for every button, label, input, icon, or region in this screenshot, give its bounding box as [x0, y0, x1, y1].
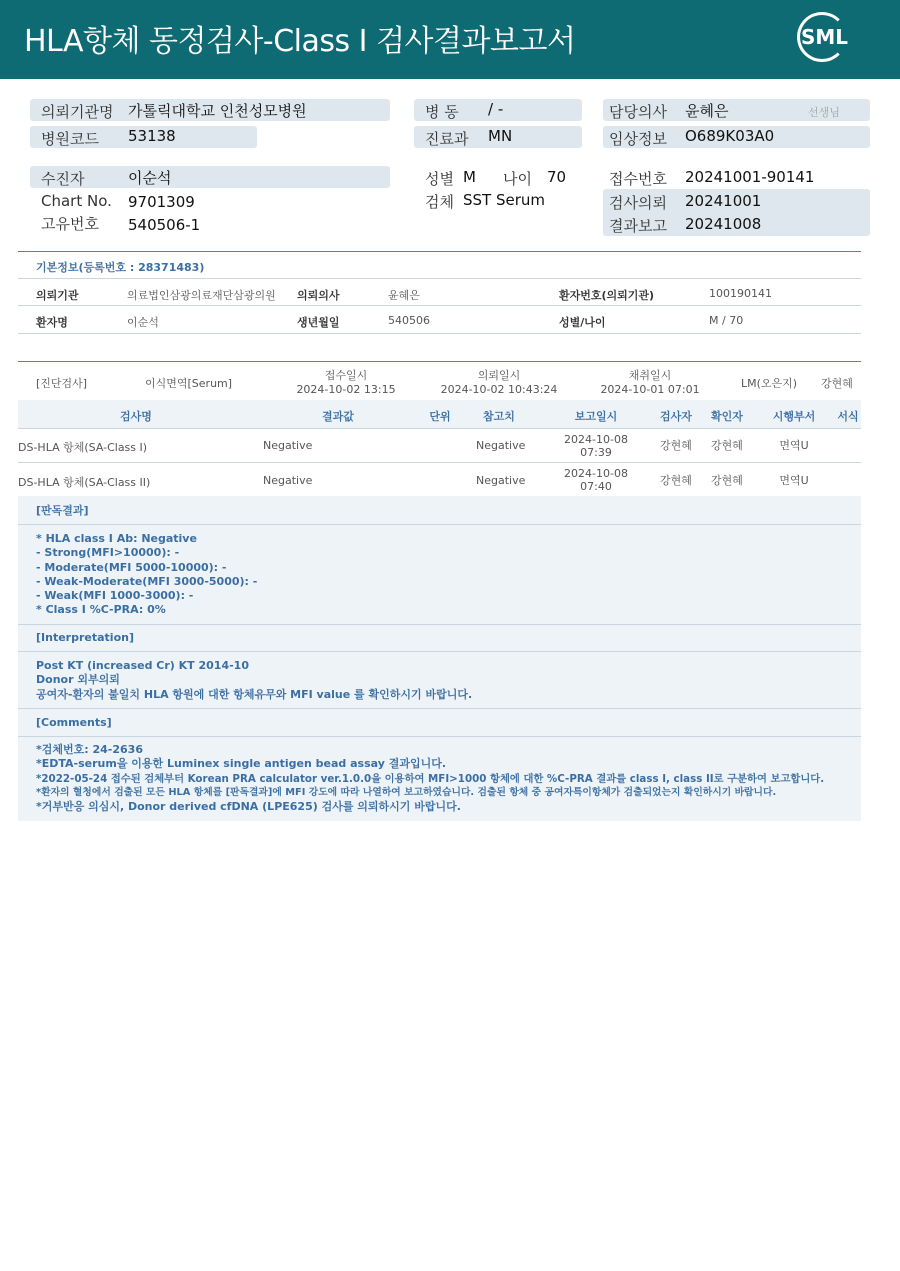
sex-value: M: [463, 168, 476, 186]
hospital-code-value: 53138: [128, 127, 176, 145]
row1-ref: Negative: [476, 439, 526, 452]
basic-v5: 540506: [388, 314, 430, 327]
report-header: [0, 0, 900, 79]
basic-section-title: 기본정보(등록번호 : 28371483): [36, 261, 205, 274]
basic-v4: 이순석: [127, 316, 159, 329]
judgement-line: * HLA class I Ab: Negative: [36, 532, 197, 545]
judgement-lines: [36, 532, 257, 618]
report-value: 20241008: [685, 215, 762, 233]
doctor-suffix: 선생님: [808, 106, 840, 119]
uid-value: 540506-1: [128, 216, 201, 234]
interpretation-lines: [36, 659, 472, 702]
doctor-label: 담당의사: [609, 103, 667, 121]
specimen-value: SST Serum: [463, 191, 546, 209]
row2-dept: 면역U: [779, 474, 809, 487]
basic-k1: 의뢰기관: [36, 289, 79, 302]
comment-line: *2022-05-24 접수된 검체부터 Korean PRA calculator ver.1.0.0을 이용하여 MFI>1000 항체에 대한 %C-PRA 결과를 class I, class II로 구분하여 보고합니다.: [36, 772, 825, 785]
test-top-line: [18, 361, 861, 362]
table-header-line: [18, 428, 861, 429]
panel-divider: [18, 651, 861, 652]
row2-checker: 강현혜: [711, 474, 743, 487]
ward-value: / -: [488, 100, 504, 118]
basic-k4: 환자명: [36, 316, 68, 329]
receipt-datetime: 2024-10-02 13:15: [296, 383, 396, 396]
basic-k2: 의뢰의사: [297, 289, 340, 302]
collect-datetime: 2024-10-01 07:01: [600, 383, 700, 396]
sml-logo: [797, 12, 853, 66]
panel-divider: [18, 736, 861, 737]
dept-label: 진료과: [425, 130, 469, 148]
lm-person: 강현혜: [821, 377, 853, 390]
basic-divider: [18, 278, 861, 279]
age-label: 나이: [503, 170, 532, 188]
clinical-value: O689K03A0: [685, 127, 775, 145]
col-dept: 시행부서: [772, 410, 816, 423]
comments-title: [Comments]: [36, 716, 112, 729]
basic-bottom-line: [18, 333, 861, 334]
col-unit: 단위: [429, 410, 451, 423]
row1-checker: 강현혜: [711, 439, 743, 452]
lm-label: LM(오은지): [741, 377, 798, 390]
hospital-code-label: 병원코드: [41, 130, 99, 148]
comment-line: *검체번호: 24-2636: [36, 743, 143, 756]
col-date: 보고일시: [574, 410, 618, 423]
comment-line: *거부반응 의심시, Donor derived cfDNA (LPE625) 검사를 의뢰하시기 바랍니다.: [36, 800, 461, 814]
row2-result: Negative: [263, 474, 313, 487]
col-result: 결과값: [322, 410, 354, 423]
table-row-line: [18, 462, 861, 463]
receipt-value: 20241001-90141: [685, 168, 815, 186]
diag-label: [진단검사]: [36, 377, 88, 390]
diag-value: 이식면역[Serum]: [145, 377, 233, 390]
row1-tester: 강현혜: [660, 439, 692, 452]
comments-lines: [36, 743, 824, 814]
row2-tester: 강현혜: [660, 474, 692, 487]
report-title: HLA항체 동정검사-Class Ⅰ 검사결과보고서: [24, 24, 576, 59]
logo-text: SML: [801, 25, 849, 49]
clinical-label: 임상정보: [609, 130, 667, 148]
sex-label: 성별: [425, 170, 454, 188]
doctor-value: 윤혜은: [685, 102, 729, 120]
request-label: 검사의뢰: [609, 194, 667, 212]
collect-title: 채취일시: [628, 369, 672, 382]
basic-k5: 생년월일: [297, 316, 340, 329]
basic-k6: 성별/나이: [559, 316, 606, 329]
request-value: 20241001: [685, 192, 762, 210]
report-label: 결과보고: [609, 217, 667, 235]
row2-ref: Negative: [476, 474, 526, 487]
judgement-line: * Class I %C-PRA: 0%: [36, 603, 166, 617]
row2-time: 07:40: [580, 480, 612, 493]
interpretation-line: 공여자-환자의 불일치 HLA 항원에 대한 항체유무와 MFI value 를 확인하시기 바랍니다.: [36, 687, 473, 701]
interpretation-title: [Interpretation]: [36, 631, 134, 644]
row2-date: 2024-10-08: [564, 467, 628, 480]
comment-line: *환자의 혈청에서 검출된 모든 HLA 항체를 [판독결과]에 MFI 강도에 따라 나열하여 보고하였습니다. 검출된 항체 중 공여자특이항체가 검출되었는지 확인하시기 바랍니다.: [36, 786, 777, 798]
row1-dept: 면역U: [779, 439, 809, 452]
judgement-line: - Moderate(MFI 5000-10000): -: [36, 560, 227, 574]
patient-value: 이순석: [128, 169, 172, 187]
basic-v2: 윤혜은: [388, 289, 420, 302]
row1-name: DS-HLA 항체(SA-Class I): [18, 441, 148, 454]
row1-time: 07:39: [580, 446, 612, 459]
row1-date: 2024-10-08: [564, 433, 628, 446]
age-value: 70: [547, 168, 567, 186]
panel-divider: [18, 708, 861, 709]
chart-label: Chart No.: [41, 192, 112, 210]
interpretation-line: Donor 외부의뢰: [36, 673, 120, 687]
comment-line: *EDTA-serum을 이용한 Luminex single antigen bead assay 결과입니다.: [36, 757, 447, 771]
basic-top-line: [18, 251, 861, 252]
ward-label: 병 동: [425, 103, 459, 121]
row2-name: DS-HLA 항체(SA-Class II): [18, 476, 151, 489]
interpretation-line: Post KT (increased Cr) KT 2014-10: [36, 659, 249, 672]
basic-v3: 100190141: [709, 287, 772, 300]
col-form: 서식: [837, 410, 859, 423]
basic-v6: M / 70: [709, 314, 744, 327]
request-datetime: 2024-10-02 10:43:24: [440, 383, 558, 396]
col-checker: 확인자: [711, 410, 743, 423]
dept-value: MN: [488, 127, 513, 145]
request-title: 의뢰일시: [477, 369, 521, 382]
patient-label: 수진자: [41, 170, 85, 188]
judgement-line: - Weak-Moderate(MFI 3000-5000): -: [36, 574, 258, 588]
institution-label: 의뢰기관명: [41, 103, 114, 121]
basic-v1: 의료법인삼광의료재단삼광의원: [127, 289, 276, 302]
col-ref: 참고치: [483, 410, 515, 423]
col-tester: 검사자: [660, 410, 692, 423]
receipt-label: 접수번호: [609, 170, 667, 188]
col-name: 검사명: [120, 410, 152, 423]
judgement-line: - Weak(MFI 1000-3000): -: [36, 589, 194, 603]
institution-value: 가톨릭대학교 인천성모병원: [128, 102, 307, 120]
chart-value: 9701309: [128, 193, 195, 211]
judgement-line: - Strong(MFI>10000): -: [36, 546, 180, 560]
panel-divider: [18, 524, 861, 525]
judgement-title: [판독결과]: [36, 504, 89, 517]
row1-result: Negative: [263, 439, 313, 452]
panel-divider: [18, 624, 861, 625]
basic-divider: [18, 305, 861, 306]
uid-label: 고유번호: [41, 215, 99, 233]
receipt-title: 접수일시: [324, 369, 368, 382]
basic-k3: 환자번호(의뢰기관): [559, 289, 655, 302]
specimen-label: 검체: [425, 193, 454, 211]
